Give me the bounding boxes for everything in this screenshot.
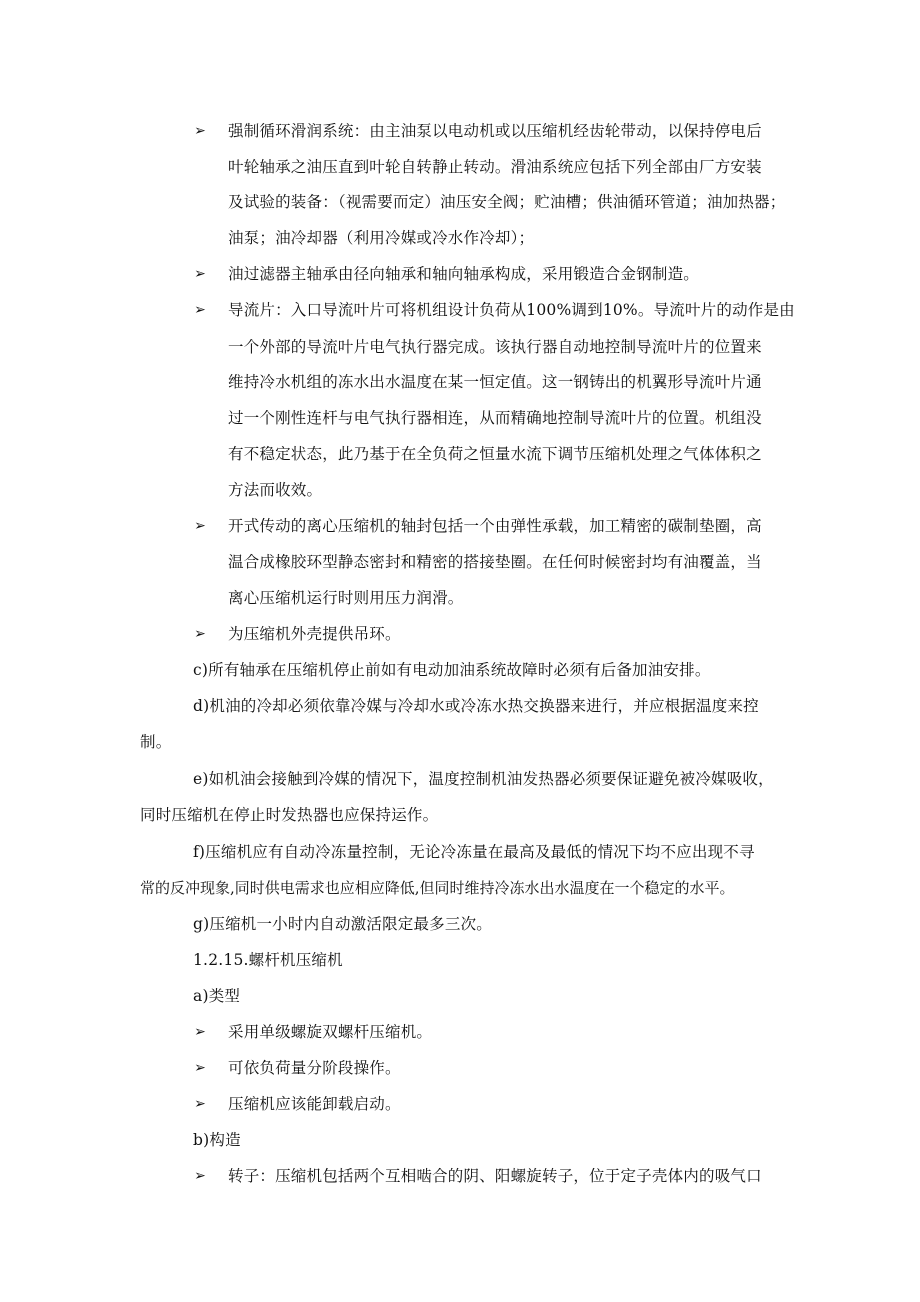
item-3-line-1: 导流片：入口导流叶片可将机组设计负荷从100%调到10%。导流叶片的动作是由 [228,301,795,319]
item-4-line-1: 开式传动的离心压缩机的轴封包括一个由弹性承载，加工精密的碳制垫圈，高 [228,517,762,535]
paragraph-f-line-2: 常的反冲现象,同时供电需求也应相应降低,但同时维持冷冻水出水温度在一个稳定的水平。 [140,879,735,897]
item-4-line-2: 温合成橡胶环型静态密封和精密的搭接垫圈。在任何时候密封均有油覆盖，当 [228,553,762,571]
paragraph-e-line-2: 同时压缩机在停止时发热器也应保持运作。 [140,806,439,824]
section-heading-screw-compressor: 1.2.15.螺杆机压缩机 [193,951,343,969]
item-4-line-3: 离心压缩机运行时则用压力润滑。 [228,589,464,607]
bullet-arrow-icon: ➢ [194,302,206,318]
item-3-line-6: 方法而收效。 [228,481,323,499]
item-1-line-3: 及试验的装备：（视需要而定）油压安全阀；贮油槽；供油循环管道；油加热器； [228,193,786,211]
item-1-line-2: 叶轮轴承之油压直到叶轮自转静止转动。滑油系统应包括下列全部由厂方安装 [228,158,762,176]
subheading-type: a)类型 [193,987,241,1005]
paragraph-d-line-2: 制。 [140,733,172,751]
type-item-2: 可依负荷量分阶段操作。 [228,1059,401,1077]
item-1-line-1: 强制循环滑润系统：由主油泵以电动机或以压缩机经齿轮带动，以保持停电后 [228,122,762,140]
bullet-arrow-icon: ➢ [194,626,206,642]
item-5-line-1: 为压缩机外壳提供吊环。 [228,625,401,643]
paragraph-d-line-1: d)机油的冷却必须依靠冷媒与冷却水或冷冻水热交换器来进行，并应根据温度来控 [193,697,759,715]
item-1-line-4: 油泵；油冷却器（利用冷媒或冷水作冷却）； [228,229,535,247]
item-3-line-3: 维持冷水机组的冻水出水温度在某一恒定值。这一钢铸出的机翼形导流叶片通 [228,373,762,391]
paragraph-f-line-1: f)压缩机应有自动冷冻量控制，无论冷冻量在最高及最低的情况下均不应出现不寻 [193,843,755,861]
bullet-arrow-icon: ➢ [194,1024,206,1040]
bullet-arrow-icon: ➢ [194,1096,206,1112]
paragraph-c: c)所有轴承在压缩机停止前如有电动加油系统故障时必须有后备加油安排。 [193,661,711,679]
type-item-3: 压缩机应该能卸载启动。 [228,1095,401,1113]
bullet-arrow-icon: ➢ [194,266,206,282]
subheading-construction: b)构造 [193,1131,241,1149]
item-3-line-4: 过一个刚性连杆与电气执行器相连，从而精确地控制导流叶片的位置。机组没 [228,409,762,427]
item-2-line-1: 油过滤器主轴承由径向轴承和轴向轴承构成，采用锻造合金钢制造。 [228,265,700,283]
paragraph-g: g)压缩机一小时内自动激活限定最多三次。 [193,915,492,933]
rotor-item: 转子：压缩机包括两个互相啮合的阴、阳螺旋转子，位于定子壳体内的吸气口 [228,1167,762,1185]
item-3-line-5: 有不稳定状态，此乃基于在全负荷之恒量水流下调节压缩机处理之气体体积之 [228,445,762,463]
item-3-line-2: 一个外部的导流叶片电气执行器完成。该执行器自动地控制导流叶片的位置来 [228,338,762,356]
bullet-arrow-icon: ➢ [194,1060,206,1076]
type-item-1: 采用单级螺旋双螺杆压缩机。 [228,1023,433,1041]
bullet-arrow-icon: ➢ [194,1168,206,1184]
paragraph-e-line-1: e)如机油会接触到冷媒的情况下，温度控制机油发热器必须要保证避免被冷媒吸收， [193,770,774,788]
bullet-arrow-icon: ➢ [194,123,206,139]
bullet-arrow-icon: ➢ [194,518,206,534]
